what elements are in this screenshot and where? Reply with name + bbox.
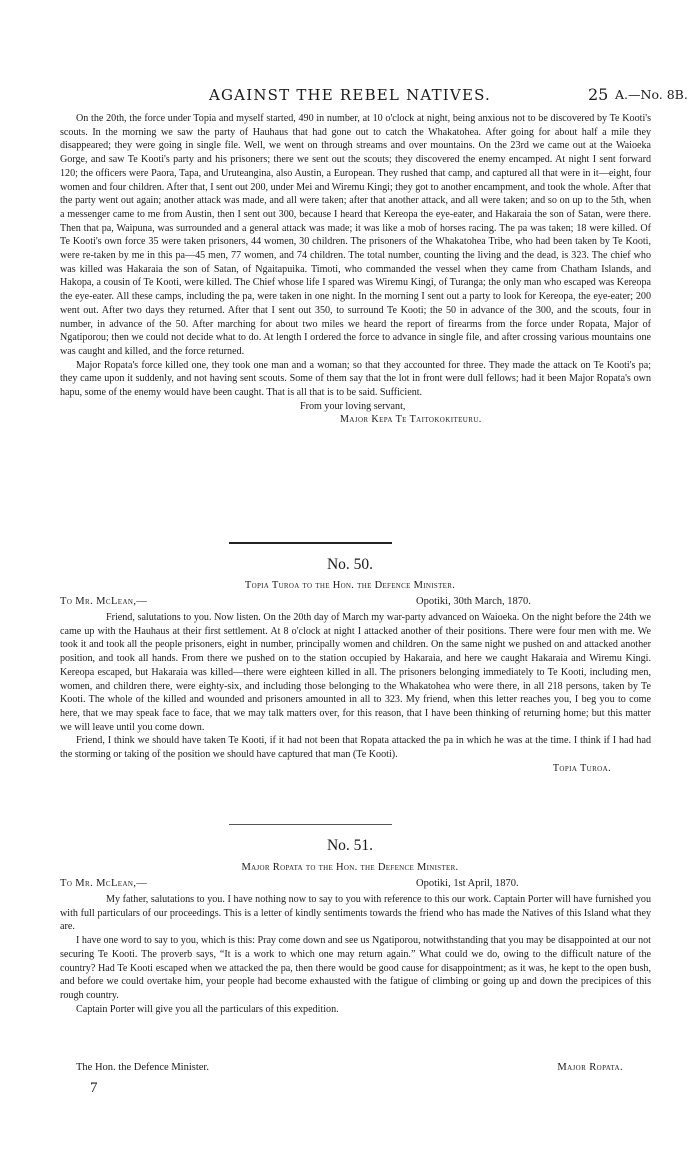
paragraph: Captain Porter will give you all the particulars of this expedition.: [76, 1003, 339, 1015]
addressee: The Hon. the Defence Minister.: [76, 1062, 209, 1073]
place-date: Opotiki, 30th March, 1870.: [416, 596, 531, 607]
address-line: [60, 878, 651, 892]
paragraph: I have one word to say to you, which is this: Pray come down and see us Ngatiporou, notwithstanding that you may be disappointed at our not securing Te Kooti. The proverb says, “It is a work to which one may return again.” What could we do, owing to the difficult nature of the country? Had Te Kooti escaped when we attacked the pa, then there would be good cause for disappointment; as it was, he kept to the open bush, and before we could overtake him, your people had become exhausted with the fatigue of climbing or going up and down the precipices of this rough country.: [60, 935, 651, 1001]
section-divider: [229, 542, 392, 544]
letter-subtitle: Topia Turoa to the Hon. the Defence Minister.: [244, 580, 456, 591]
paragraph: On the 20th, the force under Topia and myself started, 490 in number, at 10 o'clock at night, being anxious not to be discovered by Te Kooti's scouts. In the morning we saw the party of Hauhaus that had gone out to catch the Whakatohea. After going for about half a mile they disappeared; they were going in single file. Well, we went on through streams and over mountains. On the 23rd we came out at the Waioeka Gorge, and saw Te Kooti's party and his prisoners; there we sent out the scouts; they discovered the enemy encamped. At night I sent forward 120; the officers were Paora, Tapa, and Uruteangina, also Austin, a European. They rushed that camp, and captured all that were in it—eight, four women and four children. After that, I sent out 200, under Mei and Wiremu Kingi; they got to another encampment, and took the whole. After that the party went out again; another attack was made, and all were taken; after that another attack, and all were taken; and so on up to the 5th, when a messenger came to me from Austin, then I sent out 300, because I heard that Kereopa the eye-eater, and Hakaraia the son of Satan, were there. Then that pa, Waipuna, was surrounded and a general attack was made; it was like a mob of horses racing. The pa was taken; 18 were killed. Of Te Kooti's own force 35 were taken prisoners, 44 women, 30 children. The prisoners of the Whakatohea Tribe, who had been taken by Te Kooti, were re-taken by me in this pa—45 men, 77 women, and 74 children. The total number, counting the living and the dead, is 323. The chief who was killed was Hakaraia the son of Satan, of Ngaitapuika. Timoti, who commanded the vessel when they came from Chatham Islands, and Hakopa, a cousin of Te Kooti, were killed. The Chief whose life I spared was Wiremu Kingi, of Turanga; the only man who escaped was Kereopa the eye-eater. All these camps, including the pa, were taken in one night. In the morning I sent out a party to look for Kereopa, the eye-eater; 200 went out. After two days they returned. After that I sent out 350, to surround Te Kooti; the 50 in advance of the 300, and the scouts, four in number, in advance of the 50. After marching for about two miles we heard the report of firearms from the force under Ropata, Major of Ngatiporou; then we could not decide what to do. At length I ordered the force to advance in single file, and after crossing various mountains one was caught and killed, and the force returned.: [60, 113, 651, 357]
salutation: To Mr. McLean,—: [60, 878, 148, 889]
letter-51-body: [60, 893, 651, 1016]
salutation: To Mr. McLean,—: [60, 596, 148, 607]
running-title: AGAINST THE REBEL NATIVES.: [208, 86, 492, 104]
letter-number: No. 50.: [326, 556, 374, 573]
letter-50-body: [60, 611, 651, 775]
place-date: Opotiki, 1st April, 1870.: [416, 878, 519, 889]
section-divider: [229, 824, 392, 825]
paper-number: A.—No. 8B.: [615, 87, 688, 102]
address-line: [60, 596, 651, 610]
page-header: [0, 86, 700, 106]
page-number: 25: [588, 85, 609, 104]
signature: Topia Turoa.: [552, 762, 611, 774]
letter-number: No. 51.: [326, 837, 374, 854]
closing-line: From your loving servant,: [300, 400, 406, 412]
paragraph: Friend, I think we should have taken Te Kooti, if it had not been that Ropata attacked the pa in which he was at the time. I think if I had had the storming or taking of the position we should have captured that man (Te Kooti).: [60, 735, 651, 761]
paragraph: Friend, salutations to you. Now listen. On the 20th day of March my war-party advanced on Waioeka. On the night before the 24th we came up with the Hauhaus at their first settlement. At 8 o'clock at night I attacked another of their positions. There were four men with me. We took it and took all the people prisoners, eight in number, principally women and children. On the same night we pushed on and attacked another position, and took all hands. From there we pushed on to the station occupied by Hakaraia, and here we caught Hakaraia and Wiremu Kingi. Kereopa escaped, but Hakaraia was killed—there were eighteen killed in all. The prisoners belonging immediately to Te Kooti, including men, women, and children there, were eighty-six, and including those belonging to the Whakatohea who were there, in all 218 persons, taken by Te Kooti. The whole of the killed and wounded and prisoners amounted in all to 323. My friend, when this letter reaches you, I beg you to come here, that we may speak face to face, that we may talk matters over, for this reason, that I have been thinking of returning home; but this matter we will leave until you come down.: [60, 612, 651, 733]
signature: Major Kepa Te Taitokokiteuru.: [340, 414, 482, 426]
paragraph: My father, salutations to you. I have nothing now to say to you with reference to this our work. Captain Porter will have furnished you with full particulars of our proceedings. This is a letter of kindly sentiments towards the friend who has made the Natives of this Island what they are.: [60, 894, 651, 933]
letter-subtitle: Major Ropata to the Hon. the Defence Minister.: [241, 862, 459, 873]
paragraph: Major Ropata's force killed one, they took one man and a woman; so that they accounted for three. They made the attack on Te Kooti's pa; they came upon it suddenly, and not having sent scouts. Some of them say that the lot in front were dull fellows; had it been Major Ropata's own hapu, some of the enemy would have been caught. That is all that is to be said. Sufficient.: [60, 359, 651, 399]
signature: Major Ropata.: [557, 1062, 623, 1073]
letter-49-body: [60, 112, 651, 427]
signature-mark: 7: [90, 1080, 98, 1096]
